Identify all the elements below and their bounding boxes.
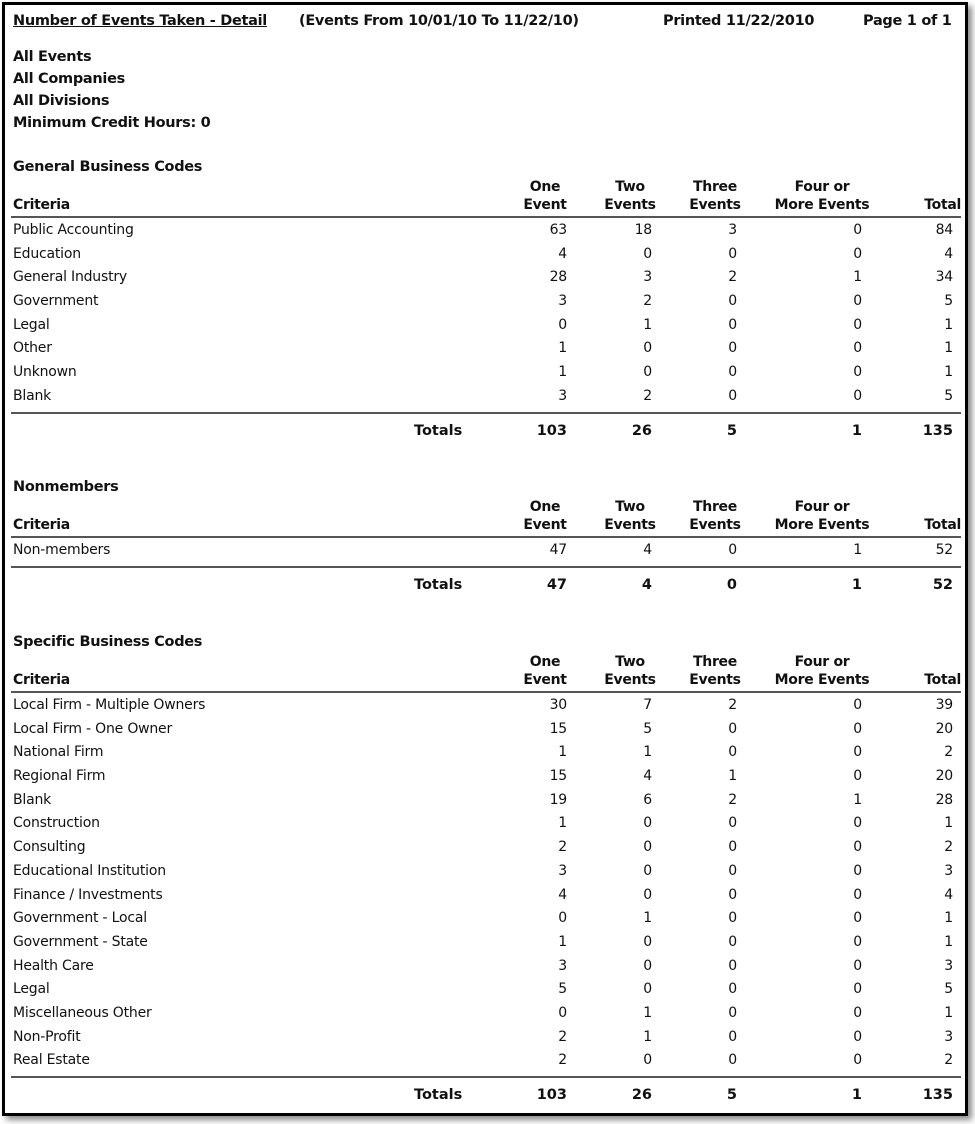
totals-row	[11, 1078, 961, 1112]
row-total: 1	[944, 910, 953, 927]
table-row	[11, 361, 961, 385]
col-total: Total	[924, 517, 961, 533]
row-four-more-events: 0	[853, 957, 862, 974]
col-four-line1: Four or	[794, 179, 850, 195]
row-four-more-events: 0	[853, 981, 862, 998]
table-body	[11, 693, 961, 1078]
col-three-line2: Events	[689, 672, 741, 688]
row-three-events: 0	[728, 815, 737, 832]
row-criteria: Legal	[13, 316, 50, 333]
col-criteria: Criteria	[13, 197, 70, 213]
row-two-events: 0	[643, 839, 652, 856]
row-criteria: Educational Institution	[13, 862, 166, 879]
row-three-events: 0	[728, 293, 737, 310]
row-criteria: Unknown	[13, 364, 77, 381]
column-headers	[11, 178, 961, 218]
row-two-events: 0	[643, 1052, 652, 1069]
col-three-line2: Events	[689, 197, 741, 213]
row-criteria: Public Accounting	[13, 222, 134, 238]
row-total: 2	[944, 1052, 953, 1069]
row-three-events: 1	[728, 768, 737, 785]
section	[11, 476, 961, 602]
row-total: 28	[935, 791, 953, 808]
row-criteria: Non-members	[13, 542, 111, 558]
col-two-line2: Events	[604, 517, 656, 533]
row-two-events: 7	[643, 697, 652, 713]
row-total: 4	[944, 245, 953, 262]
filter-events: All Events	[13, 49, 92, 65]
row-three-events: 0	[728, 981, 737, 998]
totals-one-event: 47	[546, 576, 567, 593]
row-total: 3	[944, 957, 953, 974]
col-two-line2: Events	[604, 672, 656, 688]
row-two-events: 1	[643, 744, 652, 761]
col-four-line2: More Events	[774, 197, 870, 213]
col-four-more-events	[767, 498, 877, 534]
row-three-events: 2	[728, 697, 737, 713]
row-two-events: 0	[643, 862, 652, 879]
col-two-events	[599, 653, 661, 689]
col-two-line1: Two	[615, 654, 645, 670]
row-criteria: Real Estate	[13, 1052, 90, 1069]
col-two-events	[599, 178, 661, 214]
row-three-events: 0	[728, 1052, 737, 1069]
totals-label: Totals	[414, 422, 463, 439]
row-total: 1	[944, 1004, 953, 1021]
row-two-events: 3	[643, 269, 652, 286]
row-three-events: 2	[728, 791, 737, 808]
table-row	[11, 1026, 961, 1050]
totals-four-more-events: 1	[851, 422, 862, 439]
row-two-events: 1	[643, 1004, 652, 1021]
row-four-more-events: 0	[853, 768, 862, 785]
date-range: (Events From 10/01/10 To 11/22/10)	[299, 13, 579, 29]
row-one-event: 1	[558, 364, 567, 381]
row-four-more-events: 0	[853, 862, 862, 879]
table-row	[11, 694, 961, 718]
table-row	[11, 1002, 961, 1026]
row-four-more-events: 0	[853, 222, 862, 238]
row-criteria: Construction	[13, 815, 100, 832]
row-one-event: 1	[558, 340, 567, 357]
row-one-event: 3	[558, 957, 567, 974]
row-four-more-events: 0	[853, 1028, 862, 1045]
table-row	[11, 860, 961, 884]
table-row	[11, 931, 961, 955]
row-criteria: Miscellaneous Other	[13, 1004, 152, 1021]
row-one-event: 1	[558, 933, 567, 950]
totals-four-more-events: 1	[851, 1087, 862, 1103]
row-two-events: 2	[643, 293, 652, 310]
row-one-event: 3	[558, 862, 567, 879]
row-criteria: Government - State	[13, 933, 148, 950]
report-page	[2, 2, 968, 1116]
row-criteria: Local Firm - One Owner	[13, 720, 173, 737]
row-three-events: 0	[728, 364, 737, 381]
row-one-event: 15	[549, 768, 567, 785]
row-total: 20	[935, 768, 953, 785]
row-criteria: Other	[13, 340, 52, 357]
row-two-events: 1	[643, 1028, 652, 1045]
row-one-event: 3	[558, 387, 567, 404]
section-title: Specific Business Codes	[13, 634, 203, 650]
row-four-more-events: 0	[853, 886, 862, 903]
row-two-events: 0	[643, 340, 652, 357]
row-total: 1	[944, 316, 953, 333]
section	[11, 631, 961, 1112]
totals-total: 135	[922, 422, 953, 439]
totals-row	[11, 568, 961, 602]
row-four-more-events: 0	[853, 697, 862, 713]
section-title: General Business Codes	[13, 159, 203, 175]
row-three-events: 2	[728, 269, 737, 286]
row-criteria: National Firm	[13, 744, 104, 761]
row-four-more-events: 0	[853, 316, 862, 333]
table-body	[11, 538, 961, 568]
table-row	[11, 812, 961, 836]
row-total: 39	[935, 697, 953, 713]
printed-date: Printed 11/22/2010	[663, 13, 815, 29]
row-three-events: 0	[728, 839, 737, 856]
col-two-line1: Two	[615, 179, 645, 195]
row-four-more-events: 0	[853, 340, 862, 357]
row-four-more-events: 0	[853, 364, 862, 381]
row-two-events: 0	[643, 933, 652, 950]
row-one-event: 28	[549, 269, 567, 286]
row-criteria: Consulting	[13, 839, 86, 856]
row-two-events: 0	[643, 245, 652, 262]
col-two-line1: Two	[615, 499, 645, 515]
col-three-line1: Three	[693, 499, 737, 515]
table-row	[11, 884, 961, 908]
row-total: 3	[944, 862, 953, 879]
col-one-event	[514, 498, 576, 534]
report-filters	[13, 46, 210, 134]
table-row	[11, 1049, 961, 1073]
row-three-events: 0	[728, 933, 737, 950]
section-title: Nonmembers	[13, 479, 119, 495]
row-total: 84	[935, 222, 953, 238]
row-three-events: 0	[728, 245, 737, 262]
row-two-events: 0	[643, 981, 652, 998]
col-three-events	[681, 498, 749, 534]
col-two-line2: Events	[604, 197, 656, 213]
row-three-events: 3	[728, 222, 737, 238]
row-one-event: 2	[558, 839, 567, 856]
col-three-line2: Events	[689, 517, 741, 533]
col-three-line1: Three	[693, 179, 737, 195]
row-criteria: Legal	[13, 981, 50, 998]
row-total: 1	[944, 364, 953, 381]
row-total: 1	[944, 340, 953, 357]
totals-two-events: 26	[631, 422, 652, 439]
row-criteria: Blank	[13, 791, 52, 808]
filter-credit-hours: Minimum Credit Hours: 0	[13, 115, 211, 131]
row-total: 5	[944, 387, 953, 404]
col-two-events	[599, 498, 661, 534]
table-row	[11, 314, 961, 338]
row-three-events: 0	[728, 316, 737, 333]
row-four-more-events: 0	[853, 933, 862, 950]
row-one-event: 0	[558, 910, 567, 927]
col-four-more-events	[767, 653, 877, 689]
column-headers	[11, 653, 961, 693]
row-one-event: 2	[558, 1028, 567, 1045]
totals-three-events: 5	[726, 1087, 737, 1103]
totals-label: Totals	[414, 576, 463, 593]
col-three-events	[681, 653, 749, 689]
report-title: Number of Events Taken - Detail	[13, 13, 267, 29]
row-criteria: General Industry	[13, 269, 128, 286]
totals-one-event: 103	[536, 422, 567, 439]
row-four-more-events: 0	[853, 720, 862, 737]
col-three-line1: Three	[693, 654, 737, 670]
row-one-event: 63	[549, 222, 567, 238]
table-row	[11, 836, 961, 860]
col-four-line2: More Events	[774, 672, 870, 688]
table-row	[11, 337, 961, 361]
row-total: 2	[944, 744, 953, 761]
row-criteria: Non-Profit	[13, 1028, 81, 1045]
row-criteria: Blank	[13, 387, 52, 404]
row-four-more-events: 1	[853, 791, 862, 808]
row-four-more-events: 0	[853, 815, 862, 832]
col-one-line1: One	[529, 654, 561, 670]
row-three-events: 0	[728, 1004, 737, 1021]
totals-three-events: 5	[726, 422, 737, 439]
row-three-events: 0	[728, 340, 737, 357]
table-row	[11, 539, 961, 563]
row-four-more-events: 0	[853, 387, 862, 404]
table-row	[11, 765, 961, 789]
row-two-events: 1	[643, 910, 652, 927]
filter-divisions: All Divisions	[13, 93, 110, 109]
col-four-line2: More Events	[774, 517, 870, 533]
row-two-events: 1	[643, 316, 652, 333]
row-three-events: 0	[728, 862, 737, 879]
totals-three-events: 0	[726, 576, 737, 593]
row-three-events: 0	[728, 720, 737, 737]
totals-row	[11, 414, 961, 448]
col-one-line2: Event	[523, 517, 567, 533]
row-one-event: 15	[549, 720, 567, 737]
row-criteria: Government - Local	[13, 910, 147, 927]
row-total: 34	[935, 269, 953, 286]
col-four-more-events	[767, 178, 877, 214]
row-criteria: Health Care	[13, 957, 94, 974]
col-one-line2: Event	[523, 672, 567, 688]
row-criteria: Government	[13, 293, 99, 310]
col-one-event	[514, 653, 576, 689]
row-two-events: 0	[643, 364, 652, 381]
row-one-event: 19	[549, 791, 567, 808]
row-three-events: 0	[728, 744, 737, 761]
totals-one-event: 103	[536, 1087, 567, 1103]
row-total: 1	[944, 815, 953, 832]
row-four-more-events: 0	[853, 910, 862, 927]
table-row	[11, 290, 961, 314]
row-one-event: 30	[549, 697, 567, 713]
row-four-more-events: 0	[853, 744, 862, 761]
table-row	[11, 978, 961, 1002]
row-three-events: 0	[728, 387, 737, 404]
filter-companies: All Companies	[13, 71, 125, 87]
col-total: Total	[924, 672, 961, 688]
row-four-more-events: 0	[853, 1004, 862, 1021]
totals-label: Totals	[414, 1087, 463, 1103]
row-one-event: 3	[558, 293, 567, 310]
totals-total: 52	[932, 576, 953, 593]
col-criteria: Criteria	[13, 517, 70, 533]
column-headers	[11, 498, 961, 538]
row-two-events: 18	[634, 222, 652, 238]
row-two-events: 4	[643, 542, 652, 558]
table-row	[11, 243, 961, 267]
row-one-event: 5	[558, 981, 567, 998]
row-three-events: 0	[728, 886, 737, 903]
row-total: 3	[944, 1028, 953, 1045]
row-four-more-events: 1	[853, 269, 862, 286]
row-two-events: 0	[643, 886, 652, 903]
col-total: Total	[924, 197, 961, 213]
row-total: 2	[944, 839, 953, 856]
col-one-line2: Event	[523, 197, 567, 213]
row-two-events: 2	[643, 387, 652, 404]
row-three-events: 0	[728, 910, 737, 927]
table-row	[11, 789, 961, 813]
row-four-more-events: 0	[853, 293, 862, 310]
row-total: 5	[944, 981, 953, 998]
row-one-event: 1	[558, 744, 567, 761]
col-one-line1: One	[529, 179, 561, 195]
row-two-events: 0	[643, 815, 652, 832]
col-four-line1: Four or	[794, 654, 850, 670]
row-criteria: Education	[13, 245, 81, 262]
table-row	[11, 219, 961, 243]
row-criteria: Finance / Investments	[13, 886, 163, 903]
row-four-more-events: 0	[853, 1052, 862, 1069]
row-one-event: 0	[558, 1004, 567, 1021]
totals-two-events: 4	[641, 576, 652, 593]
col-four-line1: Four or	[794, 499, 850, 515]
row-two-events: 5	[643, 720, 652, 737]
row-one-event: 47	[549, 542, 567, 558]
row-four-more-events: 0	[853, 839, 862, 856]
table-row	[11, 955, 961, 979]
row-four-more-events: 1	[853, 542, 862, 558]
row-two-events: 0	[643, 957, 652, 974]
table-row	[11, 385, 961, 409]
table-row	[11, 907, 961, 931]
row-total: 52	[935, 542, 953, 558]
table-row	[11, 266, 961, 290]
page-number: Page 1 of 1	[863, 13, 952, 29]
row-one-event: 1	[558, 815, 567, 832]
section	[11, 156, 961, 448]
row-three-events: 0	[728, 542, 737, 558]
col-criteria: Criteria	[13, 672, 70, 688]
col-three-events	[681, 178, 749, 214]
col-one-event	[514, 178, 576, 214]
row-one-event: 4	[558, 886, 567, 903]
table-row	[11, 741, 961, 765]
table-body	[11, 218, 961, 414]
row-one-event: 2	[558, 1052, 567, 1069]
row-three-events: 0	[728, 1028, 737, 1045]
row-total: 4	[944, 886, 953, 903]
row-four-more-events: 0	[853, 245, 862, 262]
totals-total: 135	[922, 1087, 953, 1103]
row-two-events: 4	[643, 768, 652, 785]
row-total: 5	[944, 293, 953, 310]
col-one-line1: One	[529, 499, 561, 515]
totals-two-events: 26	[631, 1087, 652, 1103]
row-total: 1	[944, 933, 953, 950]
row-one-event: 4	[558, 245, 567, 262]
row-criteria: Local Firm - Multiple Owners	[13, 697, 206, 713]
row-criteria: Regional Firm	[13, 768, 106, 785]
row-three-events: 0	[728, 957, 737, 974]
row-one-event: 0	[558, 316, 567, 333]
table-row	[11, 718, 961, 742]
row-total: 20	[935, 720, 953, 737]
row-two-events: 6	[643, 791, 652, 808]
totals-four-more-events: 1	[851, 576, 862, 593]
